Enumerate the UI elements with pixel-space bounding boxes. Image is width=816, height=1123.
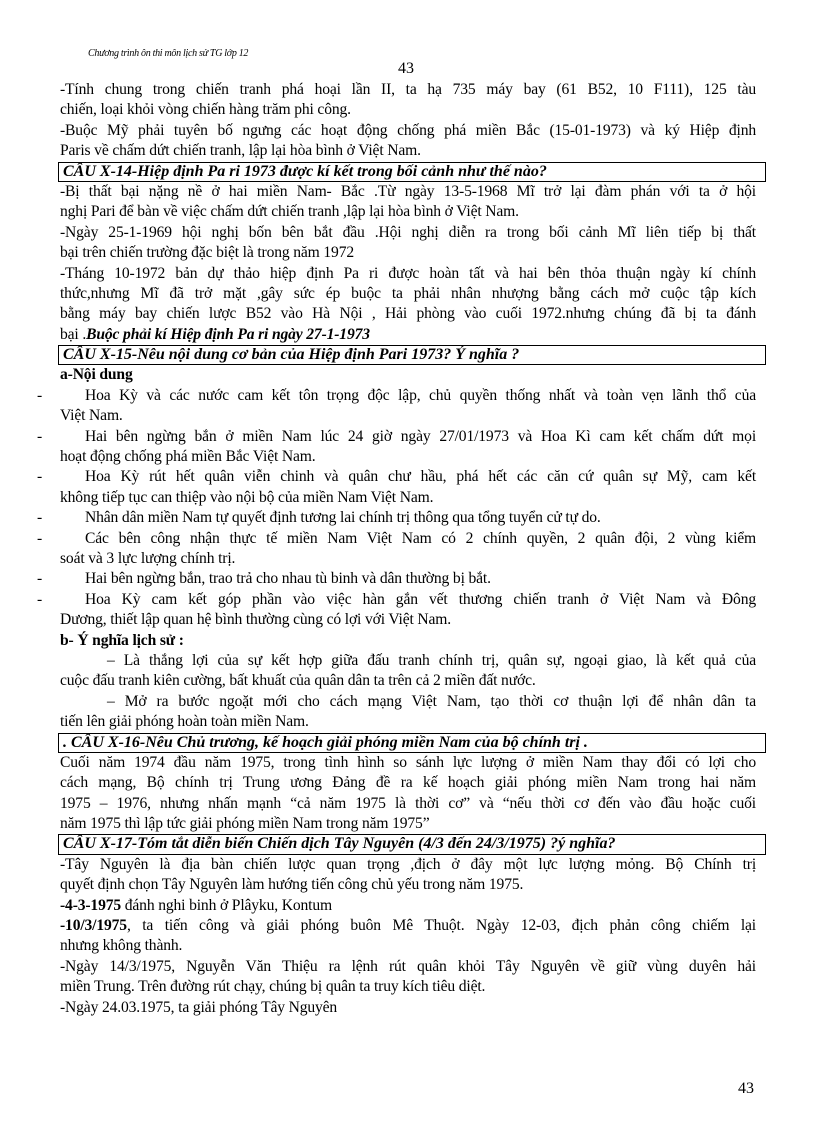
- text-span: 1975 – 1976, nhưng nhấn mạnh “cả năm 1975 là thời cơ” và “nếu thời cơ đến vào đầu hoặc cuối: [60, 794, 756, 812]
- text-span: quyết định chọn Tây Nguyên làm hướng tiến công chủ yếu trong năm 1975.: [60, 876, 524, 894]
- text-span: đánh nghi binh ở Plâyku, Kontum: [121, 896, 332, 914]
- text-span: bằng máy bay chiến lược B52 vào Hà Nội , Hải phòng vào cuối 1972.nhưng chúng đã bị ta đánh: [60, 305, 756, 323]
- text-line: [60, 202, 756, 222]
- text-span: -Bị thất bại nặng nề ở hai miền Nam- Bắc .Từ ngày 13-5-1968 Mĩ trở lại đàm phán với ta ở hội: [60, 182, 756, 200]
- text-line: [60, 488, 756, 508]
- text-line: [60, 651, 756, 671]
- running-header: Chương trình ôn thi môn lịch sử TG lớp 12: [88, 48, 249, 59]
- text-span: cuộc đấu tranh kiên cường, bất khuất của quân dân ta trên cả 2 miền đất nước.: [60, 672, 536, 690]
- text-span: -Ngày 14/3/1975, Nguyễn Văn Thiệu ra lệnh rút quân khỏi Tây Nguyên về giữ vùng duyên hải: [60, 957, 756, 975]
- text-span: -Ngày 25-1-1969 hội nghị bốn bên bắt đầu .Hội nghị diễn ra trong bối cảnh Mĩ liên tiếp bị thất: [60, 223, 756, 241]
- text-span: Paris về chấm dứt chiến tranh, lập lại hòa bình ở Việt Nam.: [60, 142, 421, 160]
- text-span: năm 1975 thì lập tức giải phóng miền Nam trong năm 1975”: [60, 815, 430, 833]
- bullet-dash: -: [37, 468, 43, 486]
- text-span: chiến, loại khỏi vòng chiến hàng trăm phi công.: [60, 101, 351, 119]
- text-line: [60, 182, 756, 202]
- text-span: Hoa Kỳ cam kết góp phần vào việc hàn gắn vết thương chiến tranh ở Việt Nam và Đông: [85, 590, 756, 608]
- bullet-dash: -: [37, 509, 43, 527]
- text-line: [60, 998, 756, 1018]
- question-heading: . CÂU X-16-Nêu Chủ trương, kế hoạch giải phóng miền Nam của bộ chính trị .: [58, 733, 766, 753]
- text-span: không tiếp tục can thiệp vào nội bộ của miền Nam Việt Nam.: [60, 488, 434, 506]
- text-span: Cuối năm 1974 đầu năm 1975, trong tình hình so sánh lực lượng ở miền Nam thay đổi có lợi cho: [60, 753, 756, 771]
- text-line: [37, 569, 756, 589]
- text-line: [60, 773, 756, 793]
- question-heading: CÂU X-15-Nêu nội dung cơ bản của Hiệp định Pari 1973? Ý nghĩa ?: [58, 345, 766, 365]
- text-line: [60, 325, 756, 345]
- emphasis-text: -10/3/1975: [60, 917, 127, 935]
- text-line: [37, 427, 756, 447]
- page-number-top: 43: [398, 60, 414, 77]
- text-span: tiến lên giải phóng hoàn toàn miền Nam.: [60, 713, 309, 731]
- text-span: -Tây Nguyên là địa bàn chiến lược quan trọng ,địch ở đây một lực lượng mỏng. Bộ Chính trị: [60, 855, 756, 873]
- page-number-bottom: 43: [738, 1080, 754, 1097]
- text-span: Nhân dân miền Nam tự quyết định tương lai chính trị thông qua tổng tuyển cử tự do.: [85, 509, 601, 527]
- text-span: cách mạng, Bộ chính trị Trung ương Đảng đề ra kế hoạch giải phóng miền Nam trong hai năm: [60, 774, 756, 792]
- text-line: [37, 529, 756, 549]
- text-span: soát và 3 lực lượng chính trị.: [60, 549, 236, 567]
- text-line: [60, 610, 756, 630]
- bullet-dash: -: [37, 570, 43, 588]
- text-line: [60, 875, 756, 895]
- text-line: [60, 121, 756, 141]
- text-span: Dương, thiết lập quan hệ bình thường cùng có lợi với Việt Nam.: [60, 611, 452, 629]
- text-span: – Là thắng lợi của sự kết hợp giữa đấu tranh chính trị, quân sự, ngoại giao, là kết quả của: [107, 651, 756, 669]
- text-span: -Tháng 10-1972 bản dự thảo hiệp định Pa ri được hoàn tất và hai bên thỏa thuận ngày kí chính: [60, 264, 756, 282]
- question-heading: CÂU X-17-Tóm tắt diễn biến Chiến dịch Tây Nguyên (4/3 đến 24/3/1975) ?ý nghĩa?: [58, 834, 766, 854]
- text-line: [60, 855, 756, 875]
- text-line: [60, 712, 756, 732]
- subheading: [60, 631, 756, 651]
- text-span: -Buộc Mỹ phải tuyên bố ngưng các hoạt động chống phá miền Bắc (15-01-1973) và ký Hiệp định: [60, 121, 756, 139]
- text-span: nhưng không thành.: [60, 937, 183, 955]
- document-body: [37, 80, 756, 1018]
- text-span: Hai bên ngừng bắn ở miền Nam lúc 24 giờ ngày 27/01/1973 và Hoa Kì cam kết chấm dứt mọi: [85, 427, 756, 445]
- text-span: -Tính chung trong chiến tranh phá hoại lần II, ta hạ 735 máy bay (61 B52, 10 F111), 125 tàu: [60, 81, 756, 98]
- text-line: [60, 223, 756, 243]
- text-line: [60, 447, 756, 467]
- text-line: [60, 794, 756, 814]
- text-line: [60, 671, 756, 691]
- text-span: – Mở ra bước ngoặt mới cho cách mạng Việt Nam, tạo thời cơ thuận lợi để nhân dân ta: [107, 692, 756, 710]
- text-line: [60, 957, 756, 977]
- text-line: [60, 753, 756, 773]
- emphasis-text: Buộc phải kí Hiệp định Pa ri ngày 27-1-1973: [86, 325, 370, 343]
- emphasis-text: -4-3-1975: [60, 896, 122, 914]
- text-span: miền Trung. Trên đường rút chạy, chúng bị quân ta truy kích tiêu diệt.: [60, 978, 486, 996]
- text-line: [60, 304, 756, 324]
- text-line: [60, 80, 756, 100]
- question-heading: CÂU X-14-Hiệp định Pa ri 1973 được kí kết trong bối cảnh như thế nào?: [58, 162, 766, 182]
- text-line: [60, 936, 756, 956]
- text-line: [60, 243, 756, 263]
- text-line: [37, 508, 756, 528]
- text-line: [60, 100, 756, 120]
- text-line: [60, 977, 756, 997]
- text-line: [60, 692, 756, 712]
- text-line: [60, 264, 756, 284]
- text-span: Hoa Kỳ và các nước cam kết tôn trọng độc lập, chủ quyền thống nhất và toàn vẹn lãnh thổ của: [85, 386, 756, 404]
- text-line: [60, 141, 756, 161]
- text-span: Việt Nam.: [60, 407, 123, 425]
- text-span: Hai bên ngừng bắn, trao trả cho nhau tù binh và dân thường bị bắt.: [85, 570, 491, 588]
- text-span: bại .: [60, 325, 87, 343]
- text-line: [60, 814, 756, 834]
- text-span: -Ngày 24.03.1975, ta giải phóng Tây Nguyên: [60, 998, 338, 1016]
- text-line: [37, 386, 756, 406]
- bullet-dash: -: [37, 529, 43, 547]
- text-span: , ta tiến công và giải phóng buôn Mê Thuột. Ngày 12-03, địch phản công chiếm lại: [126, 917, 756, 935]
- text-line: [60, 549, 756, 569]
- text-line: [60, 896, 756, 916]
- text-line: [60, 916, 756, 936]
- text-span: bại trên chiến trường đặc biệt là trong năm 1972: [60, 244, 354, 262]
- text-span: b- Ý nghĩa lịch sử :: [60, 631, 184, 649]
- text-line: [60, 284, 756, 304]
- bullet-dash: -: [37, 386, 43, 404]
- text-span: Hoa Kỳ rút hết quân viễn chinh và quân chư hầu, phá hết các căn cứ quân sự Mỹ, cam kết: [85, 468, 756, 486]
- text-line: [37, 467, 756, 487]
- subheading: [60, 365, 756, 385]
- text-span: Các bên công nhận thực tế miền Nam Việt Nam có 2 chính quyền, 2 quân đội, 2 vùng kiểm: [85, 529, 756, 547]
- text-span: hoạt động chống phá miền Bắc Việt Nam.: [60, 448, 316, 466]
- bullet-dash: -: [37, 427, 43, 445]
- text-line: [37, 590, 756, 610]
- bullet-dash: -: [37, 590, 43, 608]
- text-line: [60, 406, 756, 426]
- text-span: a-Nội dung: [60, 366, 133, 384]
- text-span: nghị Pari để bàn về việc chấm dứt chiến tranh ,lập lại hòa bình ở Việt Nam.: [60, 203, 519, 221]
- text-span: thức,nhưng Mĩ đã trở mặt ,gây sức ép buộc ta phải nhân nhượng bằng cách mở cuộc tập kích: [60, 284, 756, 302]
